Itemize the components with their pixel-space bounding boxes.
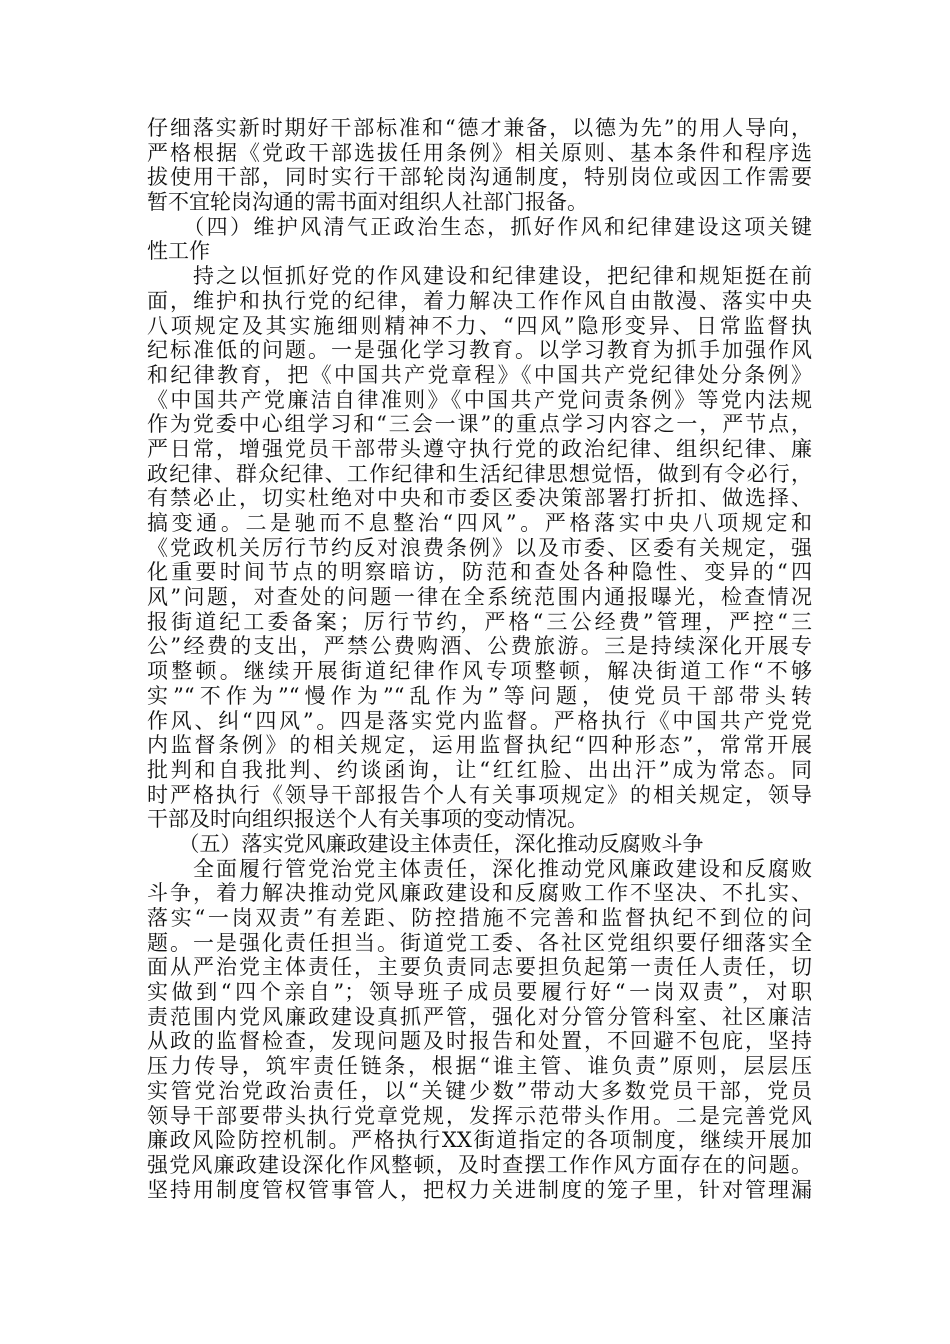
text-line: 严格根据《党政干部选拔任用条例》相关原则、基本条件和程序选 — [147, 140, 812, 165]
text-line: 拔使用干部，同时实行干部轮岗沟通制度，特别岗位或因工作需要 — [147, 165, 812, 190]
text-line: 严日常，增强党员干部带头遵守执行党的政治纪律、组织纪律、廉 — [147, 436, 812, 461]
text-line: 政纪律、群众纪律、工作纪律和生活纪律思想觉悟，做到有令必行， — [147, 461, 812, 486]
text-line: 题。一是强化责任担当。街道党工委、各社区党组织要仔细落实全 — [147, 930, 812, 955]
text-line: 面，维护和执行党的纪律，着力解决工作作风自由散漫、落实中央 — [147, 288, 812, 313]
text-line: 强党风廉政建设深化作风整顿，及时查摆工作作风方面存在的问题。 — [147, 1152, 812, 1177]
text-line: 暂不宜轮岗沟通的需书面对组织人社部门报备。 — [147, 190, 588, 215]
text-line: 搞变通。二是驰而不息整治“四风”。严格落实中央八项规定和 — [147, 511, 812, 535]
section-heading: 性工作 — [147, 239, 210, 264]
text-line: 报街道纪工委备案；厉行节约，严格“三公经费”管理，严控“三 — [147, 609, 812, 634]
text-line: 坚持用制度管权管事管人，把权力关进制度的笼子里，针对管理漏 — [147, 1177, 812, 1202]
text-line: 持之以恒抓好党的作风建设和纪律建设，把纪律和规矩挺在前 — [147, 264, 812, 289]
text-line: 公”经费的支出，严禁公费购酒、公费旅游。三是持续深化开展专 — [147, 634, 812, 659]
text-line: 面从严治党主体责任，主要负责同志要担负起第一责任人责任，切 — [147, 955, 812, 980]
text-line: 实做到“四个亲自”；领导班子成员要履行好“一岗双责”，对职 — [147, 980, 812, 1005]
text-line: 风”问题，对查处的问题一律在全系统范围内通报曝光，检查情况 — [147, 585, 812, 610]
text-line: 《党政机关厉行节约反对浪费条例》以及市委、区委有关规定，强 — [147, 535, 812, 560]
text-line: 廉政风险防控机制。严格执行XX街道指定的各项制度，继续开展加 — [147, 1128, 812, 1153]
text-line: 和纪律教育，把《中国共产党章程》《中国共产党纪律处分条例》 — [147, 362, 812, 387]
text-line: 实”“不作为”“慢作为”“乱作为”等问题，使党员干部带头转 — [147, 683, 812, 708]
text-line: 八项规定及其实施细则精神不力、“四风”隐形变异、日常监督执 — [147, 313, 812, 338]
text-line: 从政的监督检查，发现问题及时报告和处置，不回避不包庇，坚持 — [147, 1029, 812, 1054]
text-line: 《中国共产党廉洁自律准则》《中国共产党问责条例》等党内法规 — [147, 387, 812, 412]
text-line: 时严格执行《领导干部报告个人有关事项规定》的相关规定，领导 — [147, 782, 812, 807]
section-heading: （五）落实党风廉政建设主体责任，深化推动反腐败斗争 — [147, 831, 704, 856]
text-line: 全面履行管党治党主体责任，深化推动党风廉政建设和反腐败 — [147, 856, 812, 881]
section-heading: （四）维护风清气正政治生态，抓好作风和纪律建设这项关键 — [147, 214, 812, 239]
document-body — [147, 116, 812, 1202]
text-line: 压力传导，筑牢责任链条，根据“谁主管、谁负责”原则，层层压 — [147, 1054, 812, 1079]
text-line: 斗争，着力解决推动党风廉政建设和反腐败工作不坚决、不扎实、 — [147, 881, 812, 906]
text-line: 作为党委中心组学习和“三会一课”的重点学习内容之一，严节点， — [147, 412, 812, 437]
text-line: 纪标准低的问题。一是强化学习教育。以学习教育为抓手加强作风 — [147, 338, 812, 363]
text-line: 有禁必止，切实杜绝对中央和市委区委决策部署打折扣、做选择、 — [147, 486, 812, 511]
text-line: 仔细落实新时期好干部标准和“德才兼备，以德为先”的用人导向， — [147, 116, 812, 140]
text-line: 化重要时间节点的明察暗访，防范和查处各种隐性、变异的“四 — [147, 560, 812, 585]
text-line: 落实“一岗双责”有差距、防控措施不完善和监督执纪不到位的问 — [147, 906, 812, 930]
text-line: 实管党治党政治责任，以“关键少数”带动大多数党员干部，党员 — [147, 1078, 812, 1103]
text-line: 内监督条例》的相关规定，运用监督执纪“四种形态”，常常开展 — [147, 733, 812, 758]
text-line: 责范围内党风廉政建设真抓严管，强化对分管分管科室、社区廉洁 — [147, 1004, 812, 1029]
text-line: 干部及时向组织报送个人有关事项的变动情况。 — [147, 807, 588, 832]
text-line: 项整顿。继续开展街道纪律作风专项整顿，解决街道工作“不够 — [147, 659, 812, 684]
text-line: 领导干部要带头执行党章党规，发挥示范带头作用。二是完善党风 — [147, 1103, 812, 1128]
text-line: 批判和自我批判、约谈函询，让“红红脸、出出汗”成为常态。同 — [147, 757, 812, 782]
text-line: 作风、纠“四风”。四是落实党内监督。严格执行《中国共产党党 — [147, 708, 812, 733]
